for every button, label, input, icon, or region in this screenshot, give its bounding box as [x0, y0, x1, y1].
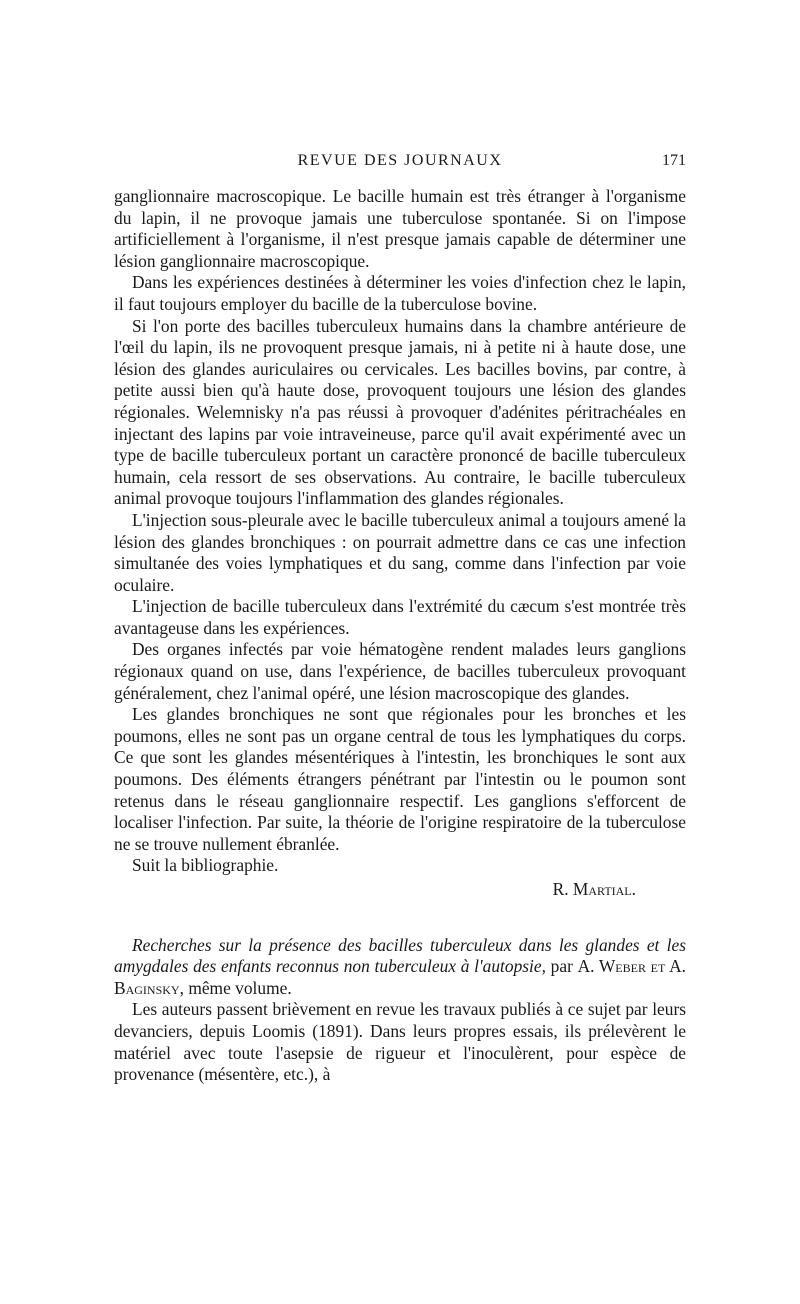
- article-title: Recherches sur la présence des bacilles tuberculeux dans les glandes et les amygdales des enfants reconnus non tuberculeux à l'autopsie,: [114, 934, 686, 977]
- article-source: même volume.: [188, 977, 292, 998]
- word-par: par: [550, 956, 573, 977]
- article-heading: [114, 935, 686, 1000]
- paragraph-7: Les glandes bronchiques ne sont que régionales pour les bronches et les poumons, elles ne sont pas un organe central de tous les lymphatiques du corps. Ce que sont les glandes mésentériques à l'intestin, les bronchiques le sont aux poumons. Des éléments étrangers pénétrant par l'intestin ou le poumon sont retenus dans le réseau ganglionnaire respectif. Les ganglions s'efforcent de localiser l'infection. Par suite, la théorie de l'origine respiratoire de la tuberculose ne se trouve nullement ébranlée.: [114, 704, 686, 854]
- paragraph-2: Dans les expériences destinées à déterminer les voies d'infection chez le lapin, il faut toujours employer du bacille de la tuberculose bovine.: [114, 272, 686, 314]
- page-number: 171: [662, 152, 686, 169]
- article-authors: A. Weber et A. Baginsky,: [114, 956, 687, 998]
- running-title: REVUE DES JOURNAUX: [297, 152, 503, 169]
- article-body: Les auteurs passent brièvement en revue les travaux publiés à ce sujet par leurs devanciers, depuis Loomis (1891). Dans leurs propres essais, ils prélevèrent le matériel avec toute l'asepsie de rigueur et l'inoculèrent, pour espèce de provenance (mésentère, etc.), à: [114, 999, 686, 1085]
- paragraph-4: L'injection sous-pleurale avec le bacille tuberculeux animal a toujours amené la lésion des glandes bronchiques : on pourrait admettre dans ce cas une infection simultanée des voies lymphatiques et du sang, comme dans l'infection par voie oculaire.: [114, 509, 686, 595]
- paragraph-3: Si l'on porte des bacilles tuberculeux humains dans la chambre antérieure de l'œil du lapin, ils ne provoquent presque jamais, ni à petite ni à haute dose, une lésion des glandes auriculaires ou cervicales. Les bacilles bovins, par contre, à petite aussi bien qu'à haute dose, provoquent toujours une lésion des glandes régionales. Welemnisky n'a pas réussi à provoquer d'adénites péritrachéales en injectant des lapins par voie intraveineuse, parce qu'il avait expérimenté avec un type de bacille tuberculeux portant un caractère prononcé de bacille tuberculeux humain, cela ressort de ses observations. Au contraire, le bacille tuberculeux animal provoque toujours l'inflammation des glandes régionales.: [114, 315, 686, 509]
- signature: R. Martial.: [552, 879, 636, 899]
- page-header: [114, 152, 686, 176]
- section-gap: [114, 901, 686, 935]
- paragraph-1: ganglionnaire macroscopique. Le bacille humain est très étranger à l'organisme du lapin, il ne provoque jamais une tuberculose spontanée. Si on l'impose artificiellement à l'organisme, il n'est presque jamais capable de déterminer une lésion ganglionnaire macroscopique.: [114, 186, 686, 271]
- paragraph-6: Des organes infectés par voie hématogène rendent malades leurs ganglions régionaux quand on use, dans l'expérience, de bacilles tuberculeux provoquant généralement, chez l'animal opéré, une lésion macroscopique des glandes.: [114, 639, 686, 703]
- body-text: [114, 186, 686, 1086]
- paragraph-8: Suit la bibliographie.: [132, 855, 279, 876]
- paragraph-5: L'injection de bacille tuberculeux dans l'extrémité du cæcum s'est montrée très avantageuse dans les expériences.: [114, 596, 686, 638]
